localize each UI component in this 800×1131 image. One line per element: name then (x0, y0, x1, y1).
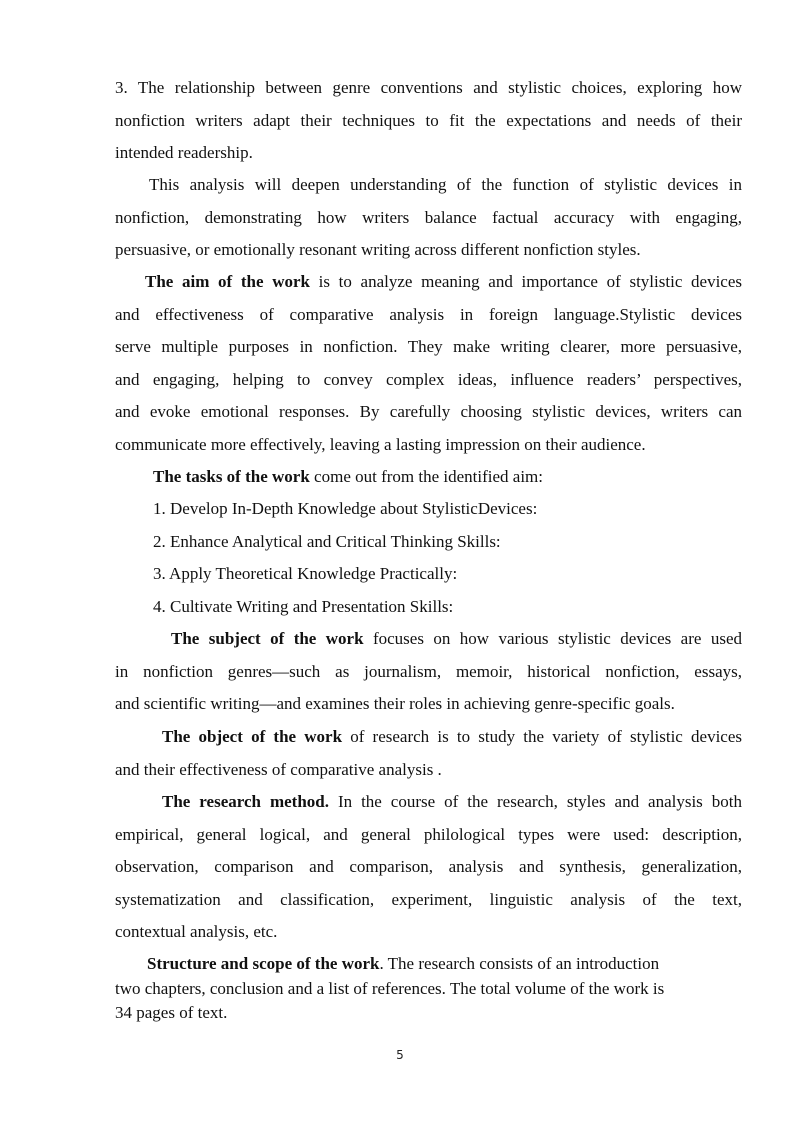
text-line (115, 952, 725, 977)
text-line (115, 266, 742, 299)
text-run: In the course of the research, styles and analysis both (328, 792, 742, 811)
text-line: This analysis will deepen understanding of the function of stylistic devices in (149, 175, 742, 194)
text-line: communicate more effectively, leaving a lasting impression on their audience. (115, 434, 646, 454)
paragraph-structure (115, 952, 725, 1026)
aim-heading: The aim of the work (145, 272, 310, 291)
task-item: 1. Develop In-Depth Knowledge about StylisticDevices: (153, 499, 538, 518)
subject-heading: The subject of the work (171, 629, 364, 648)
text-line: empirical, general logical, and general philological types were used: description, (115, 824, 742, 844)
method-heading: The research method. (162, 792, 329, 811)
text-line: and effectiveness of comparative analysis in foreign language.Stylistic devices (115, 304, 742, 324)
paragraph-object (115, 721, 742, 786)
text-line (115, 786, 742, 819)
text-line: persuasive, or emotionally resonant writing across different nonfiction styles. (115, 240, 641, 260)
text-run: is to analyze meaning and importance of stylistic devices (309, 272, 743, 291)
text-line: nonfiction, demonstrating how writers balance factual accuracy with engaging, (115, 207, 742, 227)
paragraph-analysis (115, 169, 742, 267)
text-line: and engaging, helping to convey complex ideas, influence readers’ perspectives, (115, 369, 742, 389)
task-item: 4. Cultivate Writing and Presentation Skills: (153, 597, 454, 616)
text-run: focuses on how various stylistic devices are used (363, 629, 742, 648)
text-line: and their effectiveness of comparative analysis . (115, 759, 442, 779)
object-heading: The object of the work (162, 727, 343, 746)
text-line: 34 pages of text. (115, 1003, 228, 1022)
text-line: and scientific writing—and examines their roles in achieving genre-specific goals. (115, 694, 675, 714)
text-line: 3. The relationship between genre conventions and stylistic choices, exploring how (115, 78, 742, 97)
text-run: of research is to study the variety of stylistic devices (342, 727, 742, 746)
text-line: serve multiple purposes in nonfiction. They make writing clearer, more persuasive, (115, 337, 742, 357)
paragraph-relationship (115, 72, 742, 170)
text-line: nonfiction writers adapt their techniques to fit the expectations and needs of their (115, 110, 742, 130)
text-line: observation, comparison and comparison, analysis and synthesis, generalization, (115, 857, 742, 877)
task-item: 2. Enhance Analytical and Critical Thinking Skills: (153, 532, 501, 551)
task-item: 3. Apply Theoretical Knowledge Practically: (153, 564, 458, 583)
text-line: and evoke emotional responses. By carefully choosing stylistic devices, writers can (115, 402, 742, 422)
tasks-intro (153, 461, 543, 494)
paragraph-subject (115, 623, 742, 721)
text-line (115, 623, 742, 656)
paragraph-aim (115, 266, 742, 462)
text-line: two chapters, conclusion and a list of references. The total volume of the work is (115, 978, 665, 998)
text-line: systematization and classification, experiment, linguistic analysis of the text, (115, 889, 742, 909)
text-line (115, 721, 742, 754)
tasks-heading: The tasks of the work (153, 467, 310, 486)
text-line: in nonfiction genres—such as journalism, memoir, historical nonfiction, essays, (115, 661, 742, 681)
paragraph-method (115, 786, 742, 949)
text-line: intended readership. (115, 143, 253, 163)
text-run: . The research consists of an introduction (379, 954, 660, 973)
text-run: come out from the identified aim: (309, 467, 544, 486)
page-number: 5 (396, 1048, 404, 1062)
structure-heading: Structure and scope of the work (147, 954, 380, 973)
text-line: contextual analysis, etc. (115, 922, 278, 942)
